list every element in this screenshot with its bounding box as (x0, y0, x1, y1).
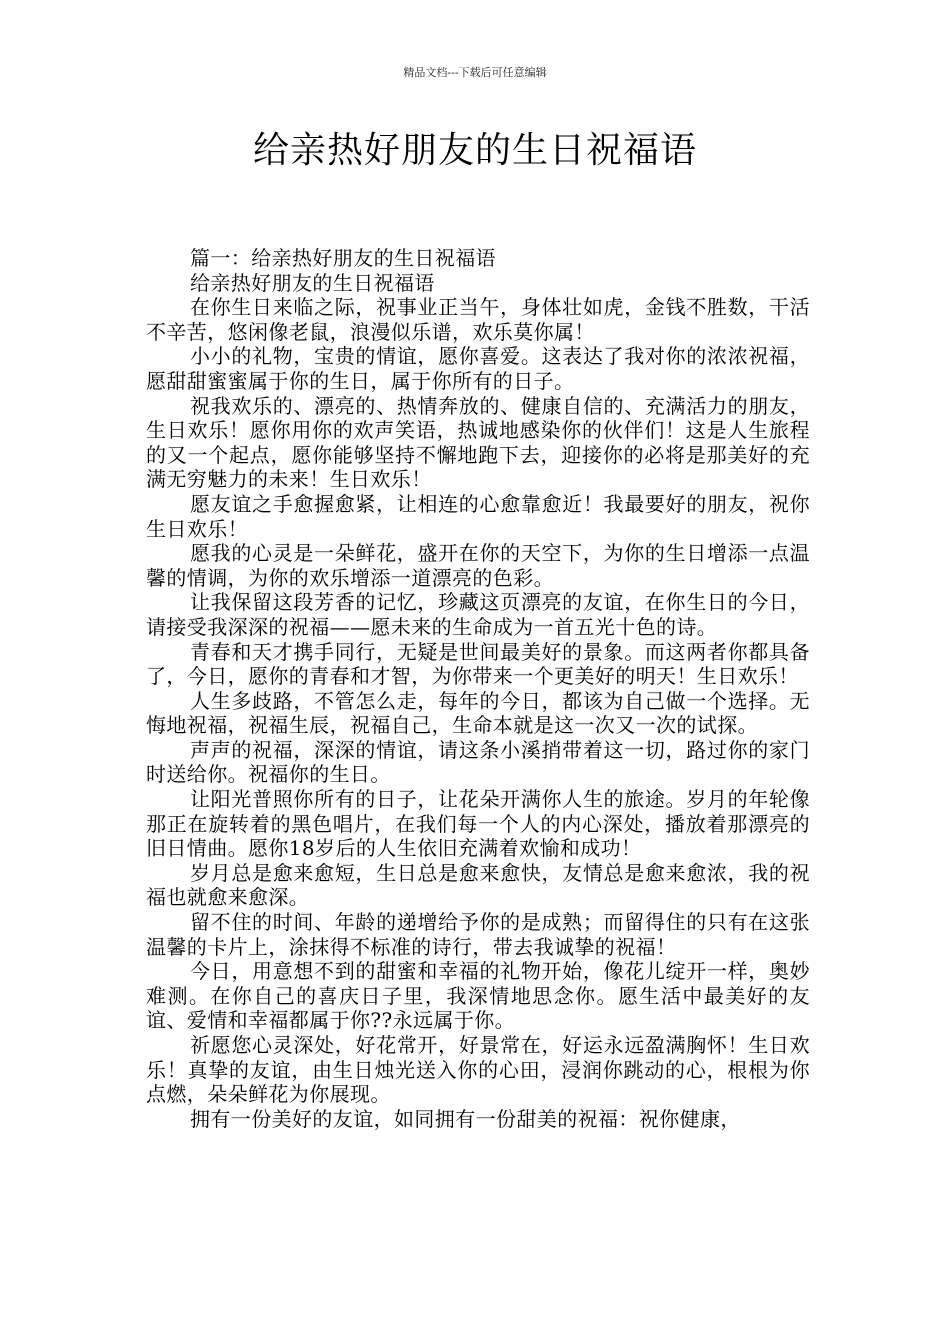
paragraph-section-heading: 篇一：给亲热好朋友的生日祝福语 (190, 246, 496, 270)
paragraph: 人生多歧路，不管怎么走，每年的今日，都该为自己做一个选择。无悔地祝福，祝福生辰，祝福自己，生命本就是这一次又一次的试探。 (146, 688, 810, 738)
paragraph: 小小的礼物，宝贵的情谊，愿你喜爱。这表达了我对你的浓浓祝福，愿甜甜蜜蜜属于你的生日，属于你所有的日子。 (146, 344, 810, 393)
paragraph: 青春和天才携手同行，无疑是世间最美好的景象。而这两者你都具备了，今日，愿你的青春和才智，为你带来一个更美好的明天！生日欢乐！ (146, 639, 810, 689)
document-body (146, 246, 810, 1131)
paragraph: 留不住的时间、年龄的递增给予你的是成熟；而留得住的只有在这张温馨的卡片上，涂抹得不标准的诗行，带去我诚挚的祝福！ (146, 910, 810, 959)
paragraph: 祈愿您心灵深处，好花常开，好景常在，好运永远盈满胸怀！生日欢乐！真挚的友谊，由生日烛光送入你的心田，浸润你跳动的心，根根为你点燃，朵朵鲜花为你展现。 (146, 1033, 810, 1107)
paragraph: 愿友谊之手愈握愈紧，让相连的心愈靠愈近！我最要好的朋友，祝你生日欢乐！ (146, 491, 810, 541)
paragraph: 今日，用意想不到的甜蜜和幸福的礼物开始，像花儿绽开一样，奥妙难测。在你自己的喜庆日子里，我深情地思念你。愿生活中最美好的友谊、爱情和幸福都属于你??永远属于你。 (146, 959, 810, 1033)
paragraph: 愿我的心灵是一朵鲜花，盛开在你的天空下，为你的生日增添一点温馨的情调，为你的欢乐增添一道漂亮的色彩。 (146, 541, 810, 590)
document-title: 给亲热好朋友的生日祝福语 (252, 130, 697, 171)
paragraph: 拥有一份美好的友谊，如同拥有一份甜美的祝福：祝你健康， (190, 1106, 741, 1131)
paragraph: 声声的祝福，深深的情谊，请这条小溪捎带着这一切，路过你的家门时送给你。祝福你的生日。 (146, 737, 810, 787)
paragraph-subtitle: 给亲热好朋友的生日祝福语 (190, 270, 435, 295)
paragraph: 让我保留这段芳香的记忆，珍藏这页漂亮的友谊，在你生日的今日，请接受我深深的祝福——愿未来的生命成为一首五光十色的诗。 (146, 590, 810, 639)
paragraph: 让阳光普照你所有的日子，让花朵开满你人生的旅途。岁月的年轮像那正在旋转着的黑色唱片，在我们每一个人的内心深处，播放着那漂亮的旧日情曲。愿你18岁后的人生依旧充满着欢愉和成功！ (146, 787, 810, 861)
paragraph: 在你生日来临之际，祝事业正当午，身体壮如虎，金钱不胜数，干活不辛苦，悠闲像老鼠，浪漫似乐谱，欢乐莫你属！ (146, 295, 810, 344)
paragraph: 岁月总是愈来愈短，生日总是愈来愈快，友情总是愈来愈浓，我的祝福也就愈来愈深。 (146, 860, 810, 910)
paragraph: 祝我欢乐的、漂亮的、热情奔放的、健康自信的、充满活力的朋友，生日欢乐！愿你用你的欢声笑语，热诚地感染你的伙伴们！这是人生旅程的又一个起点，愿你能够坚持不懈地跑下去，迎接你的必将是那美好的充满无穷魅力的未来！生日欢乐！ (146, 393, 810, 492)
header-note: 精品文档---下载后可任意编辑 (403, 66, 547, 79)
